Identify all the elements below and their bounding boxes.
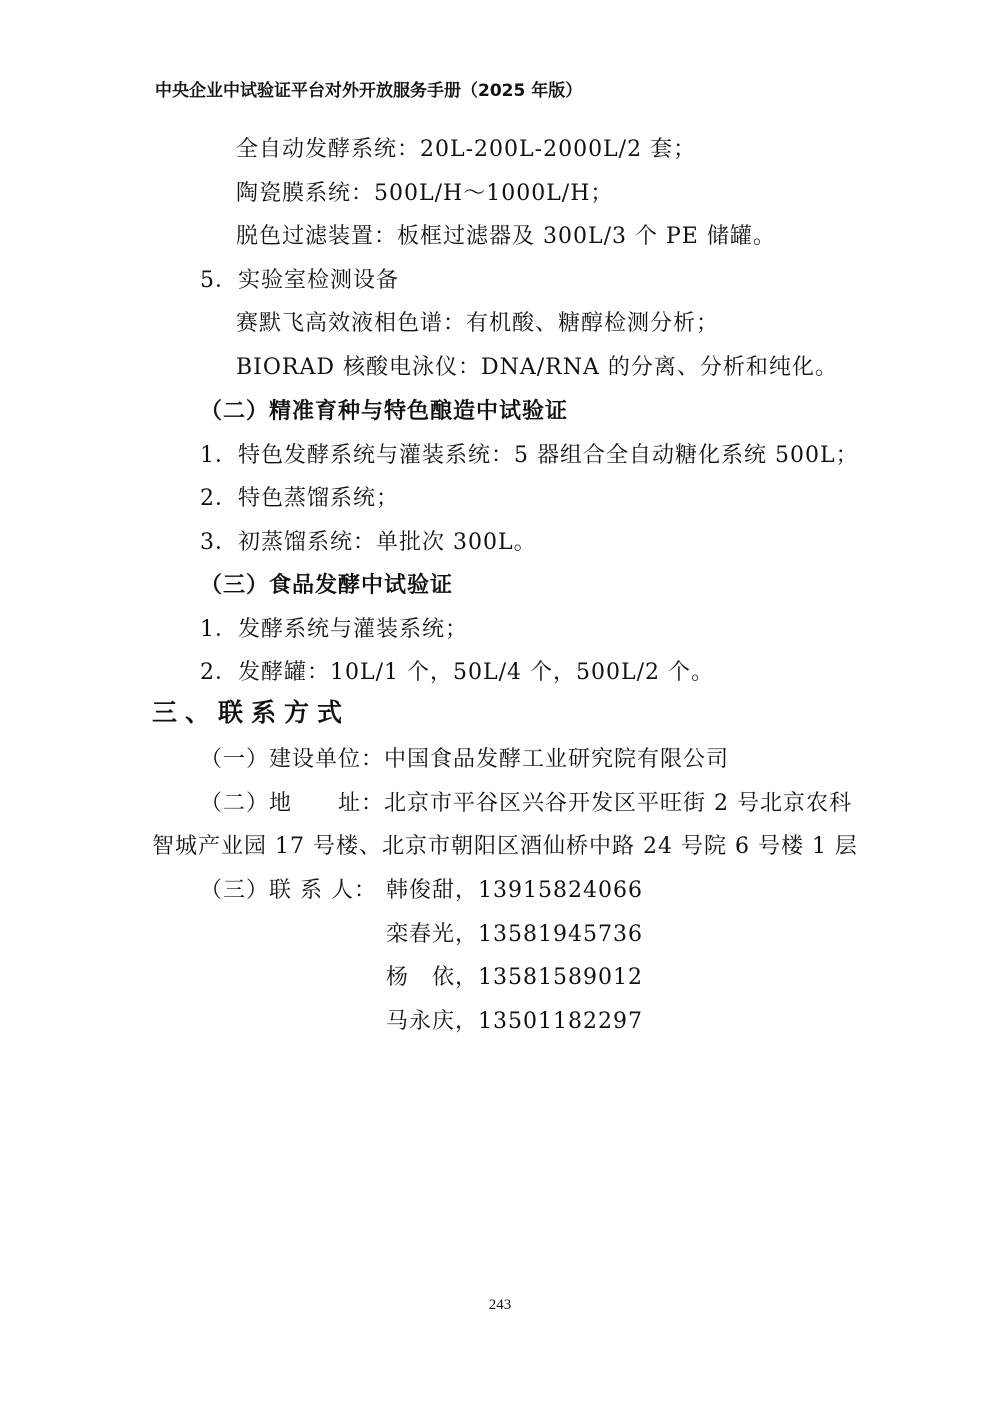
- contact-person-1: 韩俊甜，13915824066: [386, 878, 643, 903]
- lab-equipment-heading: 5．实验室检测设备: [200, 268, 399, 293]
- address-line-2: 智城产业园 17 号楼、北京市朝阳区酒仙桥中路 24 号院 6 号楼 1 层: [152, 834, 858, 859]
- precision-breeding-heading: （二）精准育种与特色酿造中试验证: [200, 399, 569, 424]
- precision-item-2: 2．特色蒸馏系统；: [200, 486, 399, 511]
- food-fermentation-heading: （三）食品发酵中试验证: [200, 573, 454, 598]
- contact-unit: （一）建设单位：中国食品发酵工业研究院有限公司: [200, 747, 730, 772]
- precision-item-1: 1．特色发酵系统与灌装系统：5 器组合全自动糖化系统 500L；: [200, 443, 859, 468]
- page-number: 243: [488, 1297, 512, 1313]
- contact-person-label: （三）联 系 人：: [200, 878, 377, 903]
- contact-person-3: 杨 依，13581589012: [386, 965, 643, 990]
- equipment-fermentation: 全自动发酵系统：20L-200L-2000L/2 套；: [236, 137, 697, 162]
- food-item-1: 1．发酵系统与灌装系统；: [200, 617, 468, 642]
- contact-person-2: 栾春光，13581945736: [386, 922, 643, 947]
- equipment-ceramic-membrane: 陶瓷膜系统：500L/H～1000L/H；: [236, 181, 614, 206]
- page-header-title: 中央企业中试验证平台对外开放服务手册（2025 年版）: [155, 81, 583, 101]
- food-item-2: 2．发酵罐：10L/1 个，50L/4 个，500L/2 个。: [200, 660, 715, 685]
- contact-heading: 三、联系方式: [152, 698, 351, 727]
- address-line-1: 北京市平谷区兴谷开发区平旺街 2 号北京农科: [384, 791, 853, 816]
- lab-item-electrophoresis: BIORAD 核酸电泳仪：DNA/RNA 的分离、分析和纯化。: [236, 355, 838, 380]
- lab-item-hplc: 赛默飞高效液相色谱：有机酸、糖醇检测分析；: [236, 311, 720, 336]
- contact-address-row: [200, 793, 852, 815]
- address-label: （二）地 址：: [200, 791, 385, 816]
- equipment-decolorization: 脱色过滤装置：板框过滤器及 300L/3 个 PE 储罐。: [236, 224, 776, 249]
- precision-item-3: 3．初蒸馏系统：单批次 300L。: [200, 530, 537, 555]
- contact-person-4: 马永庆，13501182297: [386, 1009, 643, 1034]
